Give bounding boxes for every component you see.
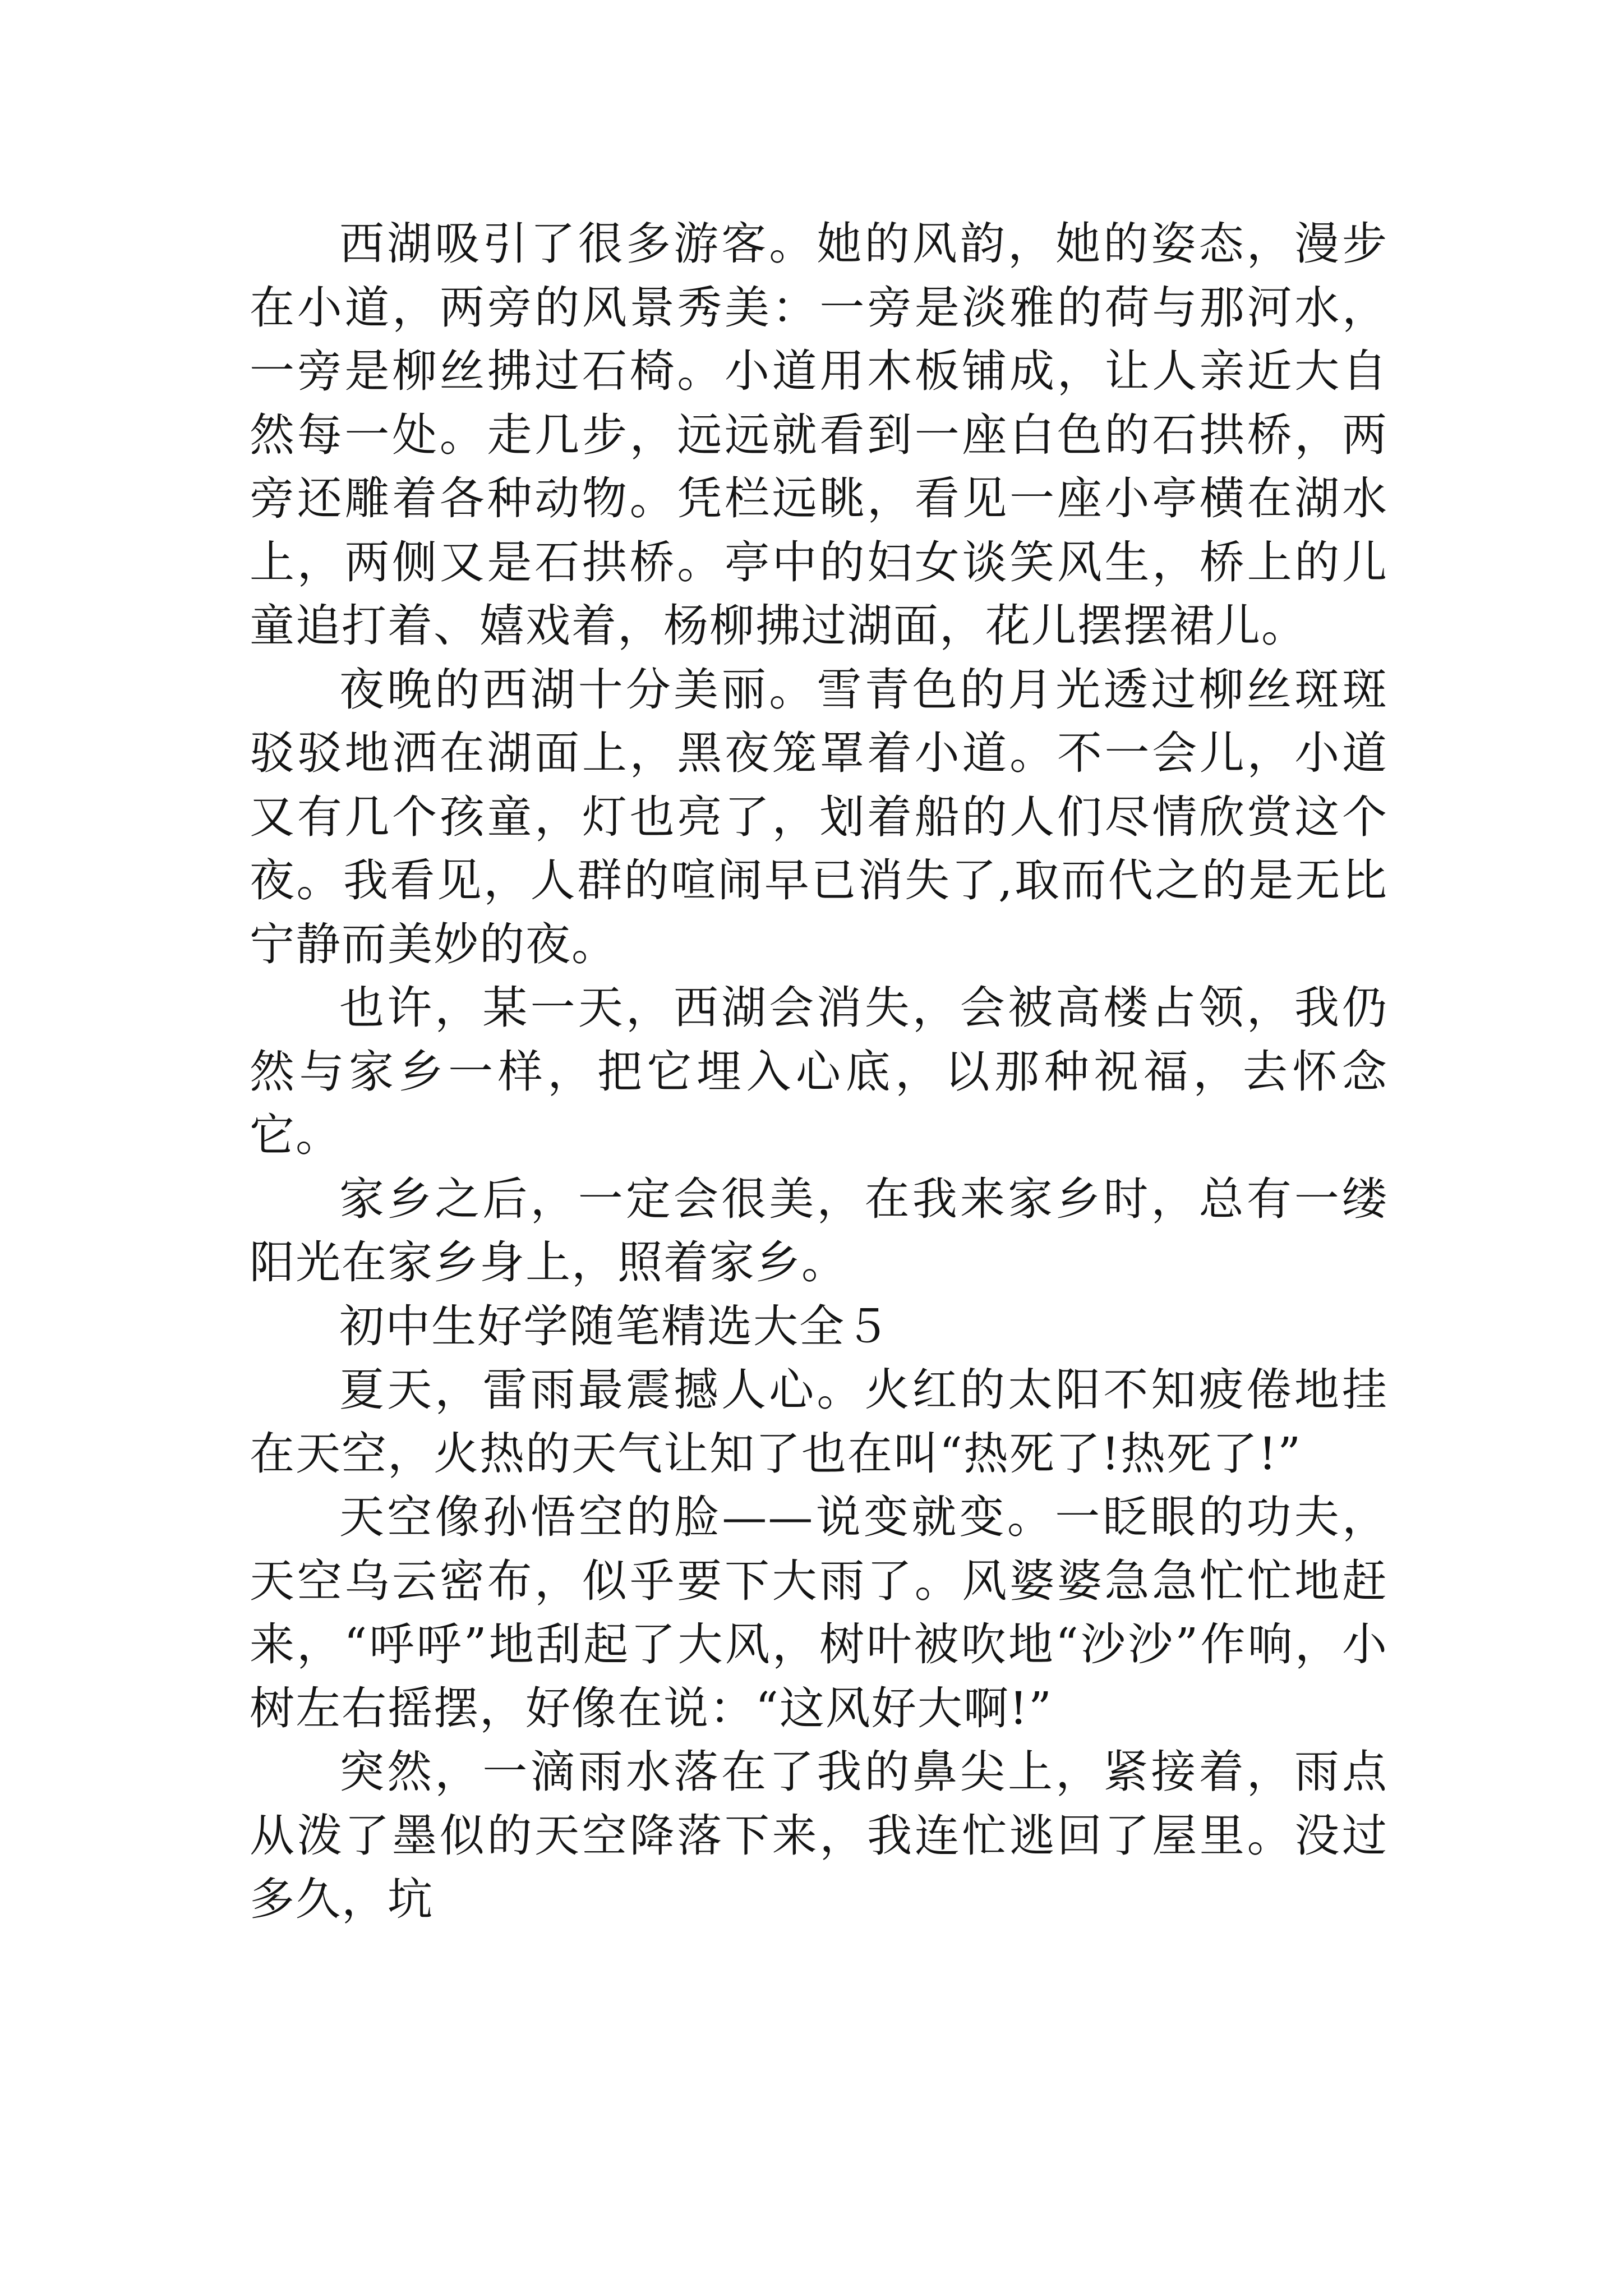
document-body bbox=[250, 212, 1388, 1931]
paragraph-hometown: 家乡之后，一定会很美，在我来家乡时，总有一缕阳光在家乡身上，照着家乡。 bbox=[250, 1172, 1388, 1289]
paragraph-west-lake-day: 西湖吸引了很多游客。她的风韵，她的姿态，漫步在小道，两旁的风景秀美：一旁是淡雅的荷与那河水，一旁是柳丝拂过石椅。小道用木板铺成，让人亲近大自然每一处。走几步，远远就看到一座白色的石拱桥，两旁还雕着各种动物。凭栏远眺，看见一座小亭横在湖水上，两侧又是石拱桥。亭中的妇女谈笑风生，桥上的儿童追打着、嬉戏着，杨柳拂过湖面，花儿摆摆裙儿。 bbox=[250, 218, 1388, 652]
paragraph-perhaps: 也许，某一天，西湖会消失，会被高楼占领，我仍然与家乡一样，把它埋入心底，以那种祝福，去怀念它。 bbox=[250, 982, 1388, 1161]
paragraph-rain-falls: 突然，一滴雨水落在了我的鼻尖上，紧接着，雨点从泼了墨似的天空降落下来，我连忙逃回了屋里。没过多久，坑 bbox=[250, 1746, 1388, 1925]
paragraph-sky-changes: 天空像孙悟空的脸——说变就变。一眨眼的功夫，天空乌云密布，似乎要下大雨了。风婆婆急急忙忙地赶来，“呼呼”地刮起了大风，树叶被吹地“沙沙”作响，小树左右摇摆，好像在说：“这风好大啊!” bbox=[250, 1491, 1388, 1734]
paragraph-west-lake-night: 夜晚的西湖十分美丽。雪青色的月光透过柳丝斑斑驳驳地洒在湖面上，黑夜笼罩着小道。不一会儿，小道又有几个孩童，灯也亮了，划着船的人们尽情欣赏这个夜。我看见，人群的喧闹早已消失了,取而代之的是无比宁静而美妙的夜。 bbox=[250, 663, 1388, 970]
paragraph-summer: 夏天，雷雨最震撼人心。火红的太阳不知疲倦地挂在天空，火热的天气让知了也在叫“热死了!热死了!” bbox=[250, 1364, 1388, 1480]
section-heading: 初中生好学随笔精选大全５ bbox=[339, 1300, 891, 1352]
